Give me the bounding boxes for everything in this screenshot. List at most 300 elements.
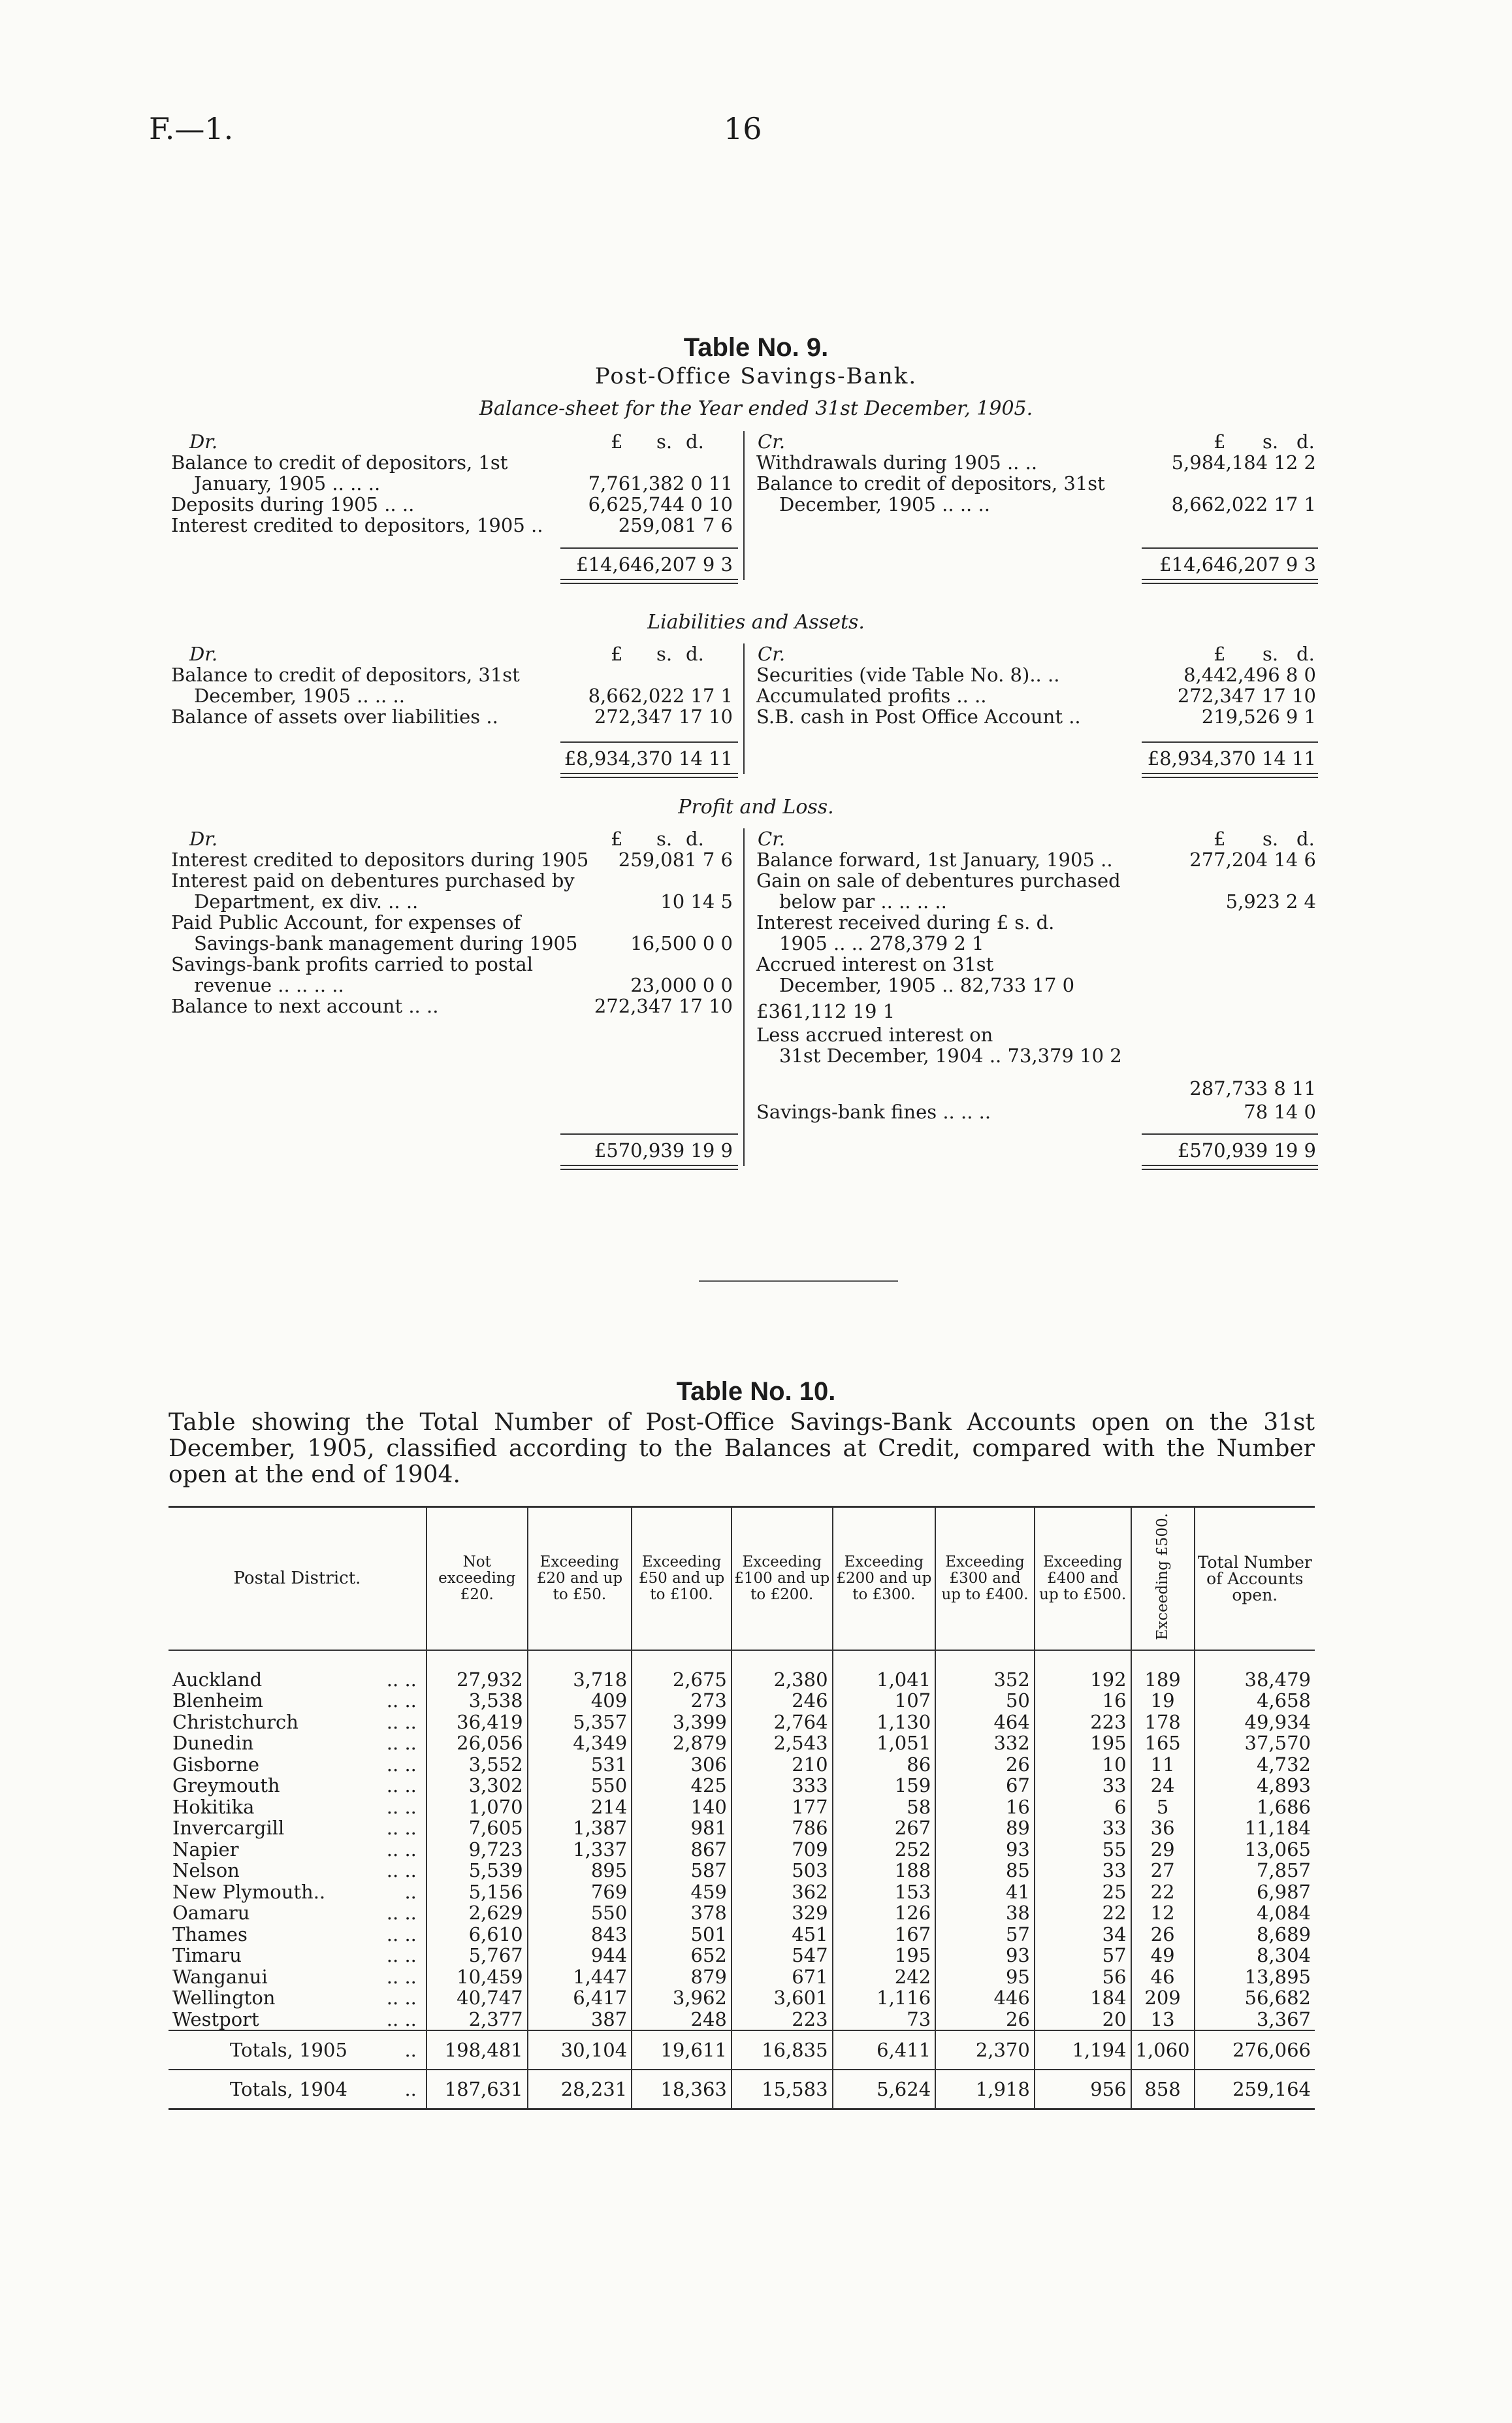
total-double-rule-left <box>560 579 738 584</box>
district-dots: .. <box>404 1880 417 1903</box>
value-cell: 26,056 <box>426 1732 528 1754</box>
value-cell: 2,380 <box>732 1669 833 1691</box>
district-dots: .. .. <box>386 1732 417 1755</box>
section-divider <box>743 431 745 580</box>
value-cell: 858 <box>1131 2070 1195 2109</box>
page-reference: F.—1. <box>149 111 234 146</box>
district-dots: .. .. <box>386 1902 417 1925</box>
district-cell <box>169 1902 426 1924</box>
cr-label: Cr. <box>758 431 786 453</box>
description-lead: Table <box>169 1409 236 1436</box>
left-row-label: January, 1905 .. .. .. <box>194 472 381 495</box>
right-row-label: Savings-bank fines .. .. .. <box>756 1101 991 1123</box>
table9-subtitle: Post-Office Savings-Bank. <box>594 363 918 389</box>
dr-label: Dr. <box>189 828 218 850</box>
value-cell: 86 <box>833 1754 936 1776</box>
district-name: Westport <box>172 2008 259 2030</box>
value-cell: 198,481 <box>426 2030 528 2070</box>
value-cell: 5,156 <box>426 1881 528 1903</box>
left-row-label: Balance to next account .. .. <box>171 995 439 1017</box>
totals-1905-row <box>169 2030 1315 2070</box>
total-right: £14,646,207 9 3 <box>1159 553 1316 576</box>
right-row-label: 31st December, 1904 .. 73,379 10 2 <box>779 1045 1122 1067</box>
value-cell: 1,041 <box>833 1669 936 1691</box>
table10-description <box>169 1410 1315 1488</box>
district-cell <box>169 1945 426 1966</box>
value-cell: 4,349 <box>528 1732 632 1754</box>
value-cell: 3,399 <box>632 1712 732 1733</box>
currency-header-left: s. <box>656 828 673 850</box>
value-cell: 3,601 <box>732 1987 833 2009</box>
value-cell: 425 <box>632 1775 732 1797</box>
value-cell: 11 <box>1131 1754 1195 1776</box>
spacer-cell <box>833 1650 936 1669</box>
value-cell: 895 <box>528 1860 632 1881</box>
value-cell: 13,895 <box>1195 1966 1315 1988</box>
description-text: showing the Total Number of Post-Office Savings-Bank Accounts open on the 31st December, 1905, classified according to the Balances at Credit, compared with the Number open at the end of 1904. <box>169 1409 1315 1488</box>
value-cell: 2,879 <box>632 1732 732 1754</box>
left-row-label: Interest paid on debentures purchased by <box>171 870 575 892</box>
value-cell: 5,767 <box>426 1945 528 1966</box>
value-cell: 1,387 <box>528 1817 632 1839</box>
district-label-wrap <box>172 1860 422 1881</box>
value-cell: 36 <box>1131 1817 1195 1839</box>
value-cell: 15,583 <box>732 2070 833 2109</box>
value-cell: 26 <box>935 2009 1035 2031</box>
currency-header-left: £ <box>611 828 623 850</box>
header-300-400: Exceeding £300 and up to £400. <box>935 1507 1035 1650</box>
district-label-wrap <box>172 1690 422 1712</box>
left-row-label: revenue .. .. .. .. <box>194 974 344 996</box>
currency-header-left: d. <box>686 643 704 665</box>
value-cell: 93 <box>935 1839 1035 1861</box>
value-cell: 671 <box>732 1966 833 1988</box>
value-cell: 89 <box>935 1817 1035 1839</box>
currency-header-right: £ <box>1214 431 1226 453</box>
district-dots: .. .. <box>386 1859 417 1882</box>
value-cell: 362 <box>732 1881 833 1903</box>
table-row <box>169 1797 1315 1818</box>
total-double-rule-right <box>1142 773 1318 778</box>
right-row-label: Balance to credit of depositors, 31st <box>756 472 1105 495</box>
value-cell: 956 <box>1035 2070 1131 2109</box>
right-row-label: 1905 .. .. 278,379 2 1 <box>779 932 984 954</box>
total-right: £8,934,370 14 11 <box>1147 747 1316 770</box>
spacer-cell <box>169 1650 426 1669</box>
right-row-label: £361,112 19 1 <box>756 1000 895 1022</box>
table-row <box>169 1860 1315 1881</box>
table-row <box>169 2009 1315 2031</box>
currency-header-right: d. <box>1296 431 1315 453</box>
value-cell: 550 <box>528 1902 632 1924</box>
value-cell: 409 <box>528 1690 632 1712</box>
currency-header-left: d. <box>686 828 704 850</box>
district-name: Hokitika <box>172 1795 255 1818</box>
value-cell: 306 <box>632 1754 732 1776</box>
right-row-label: Gain on sale of debentures purchased <box>756 870 1121 892</box>
value-cell: 5,624 <box>833 2070 936 2109</box>
value-cell: 503 <box>732 1860 833 1881</box>
spacer-cell <box>528 1650 632 1669</box>
right-row-amount: 219,526 9 1 <box>1201 706 1316 728</box>
currency-header-right: s. <box>1263 431 1279 453</box>
spacer-cell <box>1131 1650 1195 1669</box>
district-dots: .. .. <box>386 1838 417 1861</box>
value-cell: 195 <box>1035 1732 1131 1754</box>
value-cell: 67 <box>935 1775 1035 1797</box>
cr-label: Cr. <box>758 828 786 850</box>
left-row-label: Balance of assets over liabilities .. <box>171 706 498 728</box>
value-cell: 4,893 <box>1195 1775 1315 1797</box>
value-cell: 1,918 <box>935 2070 1035 2109</box>
spacer-cell <box>732 1650 833 1669</box>
value-cell: 167 <box>833 1924 936 1945</box>
spacer-cell <box>1195 1650 1315 1669</box>
left-row-amount: 272,347 17 10 <box>594 995 733 1017</box>
value-cell: 3,552 <box>426 1754 528 1776</box>
table-row <box>169 1881 1315 1903</box>
district-label-wrap <box>172 1712 422 1733</box>
value-cell: 49,934 <box>1195 1712 1315 1733</box>
right-row-label: Less accrued interest on <box>756 1024 993 1046</box>
value-cell: 4,084 <box>1195 1902 1315 1924</box>
value-cell: 1,116 <box>833 1987 936 2009</box>
table-row <box>169 1945 1315 1966</box>
value-cell: 3,367 <box>1195 2009 1315 2031</box>
currency-header-right: d. <box>1296 643 1315 665</box>
district-dots: .. .. <box>386 1965 417 1988</box>
district-name: Thames <box>172 1923 248 1945</box>
left-row-label: Savings-bank profits carried to postal <box>171 953 533 975</box>
left-row-label: Department, ex div. .. .. <box>194 890 419 913</box>
value-cell: 9,723 <box>426 1839 528 1861</box>
value-cell: 867 <box>632 1839 732 1861</box>
district-name: Gisborne <box>172 1753 260 1776</box>
district-label-wrap <box>172 1881 422 1903</box>
value-cell: 95 <box>935 1966 1035 1988</box>
currency-header-left: s. <box>656 643 673 665</box>
right-row-label: Securities (vide Table No. 8).. .. <box>756 664 1060 686</box>
left-row-label: Balance to credit of depositors, 31st <box>171 664 520 686</box>
value-cell: 6,987 <box>1195 1881 1315 1903</box>
district-label-wrap <box>172 1839 422 1861</box>
district-label-wrap <box>172 1945 422 1966</box>
district-cell <box>169 1987 426 2009</box>
right-row-label: S.B. cash in Post Office Account .. <box>756 706 1081 728</box>
value-cell: 192 <box>1035 1669 1131 1691</box>
district-cell <box>169 2070 426 2109</box>
district-name: Totals, 1905 <box>230 2038 347 2061</box>
value-cell: 352 <box>935 1669 1035 1691</box>
total-double-rule-right <box>1142 579 1318 584</box>
total-rule-left <box>560 741 738 743</box>
district-name: Napier <box>172 1838 239 1861</box>
district-label-wrap <box>172 1817 422 1839</box>
value-cell: 2,377 <box>426 2009 528 2031</box>
value-cell: 27 <box>1131 1860 1195 1881</box>
value-cell: 30,104 <box>528 2030 632 2070</box>
district-cell <box>169 1839 426 1861</box>
value-cell: 267 <box>833 1817 936 1839</box>
district-name: Totals, 1904 <box>230 2077 347 2100</box>
left-row-amount: 272,347 17 10 <box>594 706 733 728</box>
currency-header-right: s. <box>1263 643 1279 665</box>
right-row-amount: 5,984,184 12 2 <box>1171 451 1316 474</box>
value-cell: 20 <box>1035 2009 1131 2031</box>
value-cell: 547 <box>732 1945 833 1966</box>
value-cell: 16 <box>935 1797 1035 1818</box>
value-cell: 3,302 <box>426 1775 528 1797</box>
value-cell: 38,479 <box>1195 1669 1315 1691</box>
value-cell: 209 <box>1131 1987 1195 2009</box>
value-cell: 13,065 <box>1195 1839 1315 1861</box>
left-row-label: Paid Public Account, for expenses of <box>171 911 521 934</box>
table-row <box>169 1732 1315 1754</box>
district-dots: .. .. <box>386 1668 417 1691</box>
dr-label: Dr. <box>189 431 218 453</box>
value-cell: 34 <box>1035 1924 1131 1945</box>
district-label-wrap <box>172 1987 422 2009</box>
district-label-wrap <box>172 1966 422 1988</box>
value-cell: 1,686 <box>1195 1797 1315 1818</box>
district-cell <box>169 1881 426 1903</box>
page-number: 16 <box>724 111 762 146</box>
value-cell: 49 <box>1131 1945 1195 1966</box>
value-cell: 36,419 <box>426 1712 528 1733</box>
value-cell: 13 <box>1131 2009 1195 2031</box>
value-cell: 58 <box>833 1797 936 1818</box>
value-cell: 6,610 <box>426 1924 528 1945</box>
value-cell: 252 <box>833 1839 936 1861</box>
table10-title: Table No. 10. <box>676 1377 836 1406</box>
value-cell: 4,732 <box>1195 1754 1315 1776</box>
section-separator <box>699 1280 898 1282</box>
section-divider <box>743 828 745 1166</box>
currency-header-right: £ <box>1214 643 1226 665</box>
balance-sheet-heading: Balance-sheet for the Year ended 31st December, 1905. <box>479 397 1033 420</box>
left-row-amount: 6,625,744 0 10 <box>588 493 733 515</box>
value-cell: 107 <box>833 1690 936 1712</box>
left-row-label: Deposits during 1905 .. .. <box>171 493 415 515</box>
district-dots: .. .. <box>386 1987 417 2009</box>
district-name: Auckland <box>172 1668 263 1691</box>
district-dots: .. <box>404 2077 417 2100</box>
value-cell: 37,570 <box>1195 1732 1315 1754</box>
value-cell: 3,962 <box>632 1987 732 2009</box>
district-name: Christchurch <box>172 1710 298 1733</box>
district-cell <box>169 1669 426 1691</box>
value-cell: 189 <box>1131 1669 1195 1691</box>
value-cell: 709 <box>732 1839 833 1861</box>
value-cell: 210 <box>732 1754 833 1776</box>
table-row <box>169 1966 1315 1988</box>
value-cell: 2,629 <box>426 1902 528 1924</box>
value-cell: 1,447 <box>528 1966 632 1988</box>
value-cell: 1,194 <box>1035 2030 1131 2070</box>
district-dots: .. .. <box>386 1944 417 1967</box>
right-row-amount: 287,733 8 11 <box>1189 1077 1316 1099</box>
left-row-amount: 10 14 5 <box>660 890 733 913</box>
value-cell: 46 <box>1131 1966 1195 1988</box>
left-row-label: Balance to credit of depositors, 1st <box>171 451 508 474</box>
header-not-exceeding-20: Not exceeding £20. <box>426 1507 528 1650</box>
value-cell: 5,539 <box>426 1860 528 1881</box>
value-cell: 195 <box>833 1945 936 1966</box>
value-cell: 7,605 <box>426 1817 528 1839</box>
value-cell: 187,631 <box>426 2070 528 2109</box>
district-name: Wellington <box>172 1987 276 2009</box>
district-label-wrap <box>172 1924 422 1945</box>
value-cell: 29 <box>1131 1839 1195 1861</box>
value-cell: 246 <box>732 1690 833 1712</box>
district-dots: .. <box>404 2038 417 2061</box>
value-cell: 33 <box>1035 1775 1131 1797</box>
value-cell: 223 <box>732 2009 833 2031</box>
value-cell: 16,835 <box>732 2030 833 2070</box>
district-label-wrap <box>172 1754 422 1776</box>
value-cell: 57 <box>1035 1945 1131 1966</box>
value-cell: 140 <box>632 1797 732 1818</box>
value-cell: 3,718 <box>528 1669 632 1691</box>
district-cell <box>169 1924 426 1945</box>
district-cell <box>169 1732 426 1754</box>
value-cell: 981 <box>632 1817 732 1839</box>
district-name: Oamaru <box>172 1902 250 1925</box>
header-total: Total Number of Accounts open. <box>1195 1507 1315 1650</box>
value-cell: 93 <box>935 1945 1035 1966</box>
total-double-rule-right <box>1142 1165 1318 1170</box>
district-label-wrap <box>172 1797 422 1818</box>
total-rule-right <box>1142 741 1318 743</box>
value-cell: 26 <box>935 1754 1035 1776</box>
value-cell: 50 <box>935 1690 1035 1712</box>
district-name: Nelson <box>172 1859 240 1882</box>
value-cell: 27,932 <box>426 1669 528 1691</box>
value-cell: 2,764 <box>732 1712 833 1733</box>
left-row-amount: 7,761,382 0 11 <box>588 472 733 495</box>
district-label-wrap <box>172 1775 422 1797</box>
value-cell: 2,675 <box>632 1669 732 1691</box>
value-cell: 1,337 <box>528 1839 632 1861</box>
value-cell: 1,051 <box>833 1732 936 1754</box>
table9-title: Table No. 9. <box>683 333 829 362</box>
district-dots: .. .. <box>386 1710 417 1733</box>
left-row-label: Interest credited to depositors, 1905 .. <box>171 514 543 536</box>
right-row-label: Accrued interest on 31st <box>756 953 994 975</box>
value-cell: 550 <box>528 1775 632 1797</box>
total-rule-right <box>1142 1133 1318 1135</box>
left-row-amount: 23,000 0 0 <box>630 974 733 996</box>
value-cell: 332 <box>935 1732 1035 1754</box>
value-cell: 259,164 <box>1195 2070 1315 2109</box>
table-row <box>169 1817 1315 1839</box>
district-dots: .. .. <box>386 1689 417 1712</box>
district-dots: .. .. <box>386 1923 417 1945</box>
value-cell: 501 <box>632 1924 732 1945</box>
header-100-200: Exceeding £100 and up to £200. <box>732 1507 833 1650</box>
district-name: Blenheim <box>172 1689 264 1712</box>
total-double-rule-left <box>560 773 738 778</box>
right-row-label: Balance forward, 1st January, 1905 .. <box>756 849 1113 871</box>
district-name: Dunedin <box>172 1732 254 1755</box>
district-dots: .. .. <box>386 1774 417 1797</box>
right-row-amount: 8,442,496 8 0 <box>1183 664 1316 686</box>
spacer-row <box>169 1650 1315 1669</box>
header-200-300: Exceeding £200 and up to £300. <box>833 1507 936 1650</box>
right-row-amount: 8,662,022 17 1 <box>1171 493 1316 515</box>
value-cell: 159 <box>833 1775 936 1797</box>
value-cell: 55 <box>1035 1839 1131 1861</box>
value-cell: 24 <box>1131 1775 1195 1797</box>
value-cell: 165 <box>1131 1732 1195 1754</box>
table-row <box>169 1754 1315 1776</box>
district-dots: .. .. <box>386 1753 417 1776</box>
value-cell: 12 <box>1131 1902 1195 1924</box>
currency-header-left: s. <box>656 431 673 453</box>
table-row <box>169 1669 1315 1691</box>
district-cell <box>169 1817 426 1839</box>
value-cell: 451 <box>732 1924 833 1945</box>
value-cell: 769 <box>528 1881 632 1903</box>
left-row-label: December, 1905 .. .. .. <box>194 685 405 707</box>
district-name: Timaru <box>172 1944 242 1967</box>
value-cell: 2,543 <box>732 1732 833 1754</box>
accounts-table <box>169 1506 1315 2110</box>
total-left: £8,934,370 14 11 <box>564 747 733 770</box>
district-cell <box>169 1754 426 1776</box>
district-cell <box>169 2030 426 2070</box>
right-row-label: December, 1905 .. .. .. <box>779 493 990 515</box>
header-50-100: Exceeding £50 and up to £100. <box>632 1507 732 1650</box>
value-cell: 459 <box>632 1881 732 1903</box>
table-row <box>169 1839 1315 1861</box>
cr-label: Cr. <box>758 643 786 665</box>
right-row-label: December, 1905 .. 82,733 17 0 <box>779 974 1075 996</box>
left-row-amount: 8,662,022 17 1 <box>588 685 733 707</box>
right-row-amount: 78 14 0 <box>1244 1101 1316 1123</box>
table-row <box>169 1775 1315 1797</box>
value-cell: 85 <box>935 1860 1035 1881</box>
left-row-amount: 16,500 0 0 <box>630 932 733 954</box>
value-cell: 7,857 <box>1195 1860 1315 1881</box>
district-cell <box>169 2009 426 2031</box>
district-cell <box>169 1860 426 1881</box>
liabilities-heading: Liabilities and Assets. <box>647 611 865 634</box>
district-cell <box>169 1690 426 1712</box>
value-cell: 19 <box>1131 1690 1195 1712</box>
value-cell: 446 <box>935 1987 1035 2009</box>
value-cell: 387 <box>528 2009 632 2031</box>
value-cell: 33 <box>1035 1860 1131 1881</box>
value-cell: 57 <box>935 1924 1035 1945</box>
district-name: New Plymouth.. <box>172 1880 326 1903</box>
value-cell: 3,538 <box>426 1690 528 1712</box>
left-row-label: Savings-bank management during 1905 <box>194 932 578 954</box>
value-cell: 40,747 <box>426 1987 528 2009</box>
district-cell <box>169 1712 426 1733</box>
currency-header-left: £ <box>611 643 623 665</box>
currency-header-right: £ <box>1214 828 1226 850</box>
value-cell: 22 <box>1035 1902 1131 1924</box>
right-row-label: Interest received during £ s. d. <box>756 911 1055 934</box>
district-label-wrap <box>172 1732 422 1754</box>
table-row <box>169 1902 1315 1924</box>
spacer-cell <box>632 1650 732 1669</box>
value-cell: 26 <box>1131 1924 1195 1945</box>
dr-label: Dr. <box>189 643 218 665</box>
value-cell: 153 <box>833 1881 936 1903</box>
district-name: Greymouth <box>172 1774 280 1797</box>
